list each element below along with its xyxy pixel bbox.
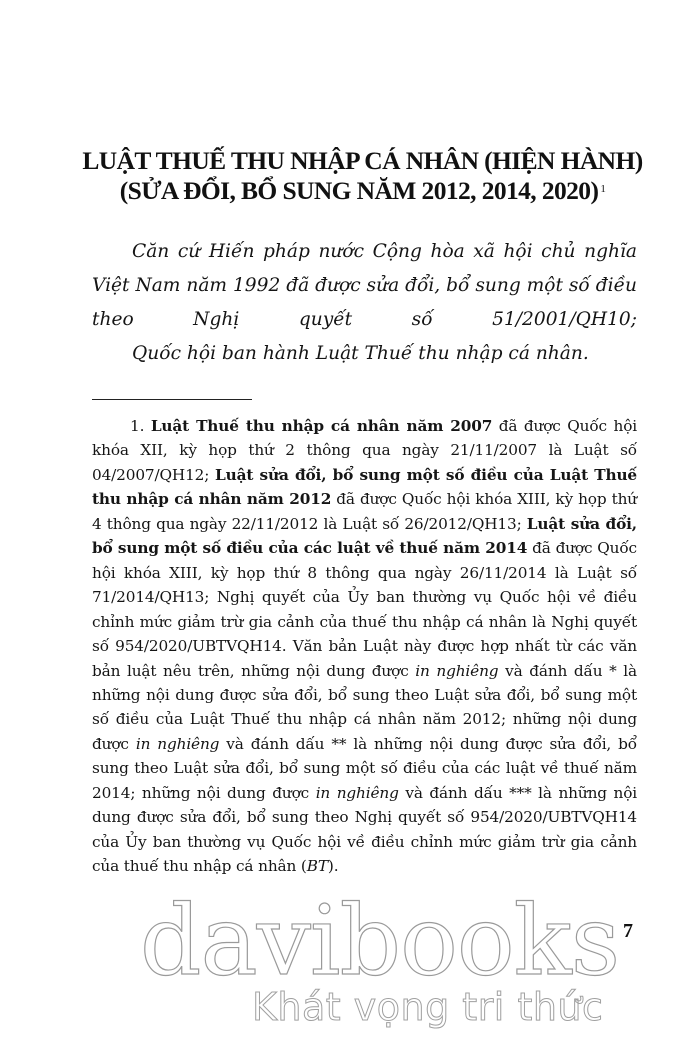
footnote-segment: Luật sửa đổi, bổ sung một số điều của Luật Thuế thu nhập cá nhân năm 2012 [92, 465, 637, 509]
footnote-segment: in nghiêng [135, 734, 220, 753]
preamble-paragraph-2: Quốc hội ban hành Luật Thuế thu nhập cá nhân. [132, 343, 589, 364]
footnote-segment: in nghiêng [415, 661, 499, 680]
footnote-segment: và đánh dấu ** là những nội dung được sửa đổi, bổ sung theo Luật sửa đổi, bổ sung một số điều của các luật về thuế năm 2014; những nội dung được [92, 734, 637, 802]
title-line-2 [80, 176, 645, 206]
watermark-slogan: Khát vọng tri thức [252, 985, 604, 1029]
footnote-segment: Luật Thuế thu nhập cá nhân năm 2007 [150, 417, 493, 435]
watermark-logo: davibooks [140, 885, 620, 997]
footnote-segment: đã được Quốc hội khóa XIII, kỳ họp thứ 8 thông qua ngày 26/11/2014 là Luật số 71/2014/QH13; Nghị quyết của Ủy ban thường vụ Quốc hội về điều chỉnh mức giảm trừ gia cảnh của thuế thu nhập cá nhân là Nghị quyết số 954/2020/UBTVQH14. Văn bản Luật này được hợp nhất từ các văn bản luật nêu trên, những nội dung được [92, 539, 637, 680]
footnote-segment: Luật sửa đổi, bổ sung một số điều của các luật về thuế năm 2014 [92, 514, 637, 558]
footnote-number: 1. [130, 417, 145, 435]
preamble-paragraph-1: Căn cứ Hiến pháp nước Cộng hòa xã hội chủ nghĩa Việt Nam năm 1992 đã được sửa đổi, bổ sung một số điều theo Nghị quyết số 51/2001/QH10; [92, 241, 637, 330]
footnote-segment: và đánh dấu *** là những nội dung được sửa đổi, bổ sung theo Nghị quyết số 954/2020/UBTVQH14 của Ủy ban thường vụ Quốc hội về điều chỉnh mức giảm trừ gia cảnh của thuế thu nhập cá nhân ( [92, 783, 637, 876]
footnote-segment: đã được Quốc hội khóa XII, kỳ họp thứ 2 thông qua ngày 21/11/2007 là Luật số 04/2007/QH12; [92, 417, 637, 484]
page-number: 7 [623, 920, 633, 942]
footnote-segment: BT [306, 857, 328, 876]
footnote [92, 414, 637, 879]
footnote-segment: và đánh dấu * là những nội dung được sửa đổi, bổ sung theo Luật sửa đổi, bổ sung một số điều của Luật Thuế thu nhập cá nhân năm 2012; những nội dung được [92, 661, 638, 753]
title-line-2-text: (SỬA ĐỔI, BỔ SUNG NĂM 2012, 2014, 2020) [119, 176, 599, 205]
footnote-reference: 1 [600, 183, 606, 195]
preamble [92, 235, 637, 371]
page-title [80, 146, 645, 206]
footnote-divider [92, 399, 252, 400]
footnote-body [92, 417, 637, 875]
title-line-1: LUẬT THUẾ THU NHẬP CÁ NHÂN (HIỆN HÀNH) [82, 146, 643, 175]
footnote-segment: đã được Quốc hội khóa XIII, kỳ họp thứ 4 thông qua ngày 22/11/2012 là Luật số 26/2012/QH13; [92, 490, 637, 533]
footnote-segment: in nghiêng [315, 783, 399, 802]
footnote-segment: ). [327, 857, 339, 876]
